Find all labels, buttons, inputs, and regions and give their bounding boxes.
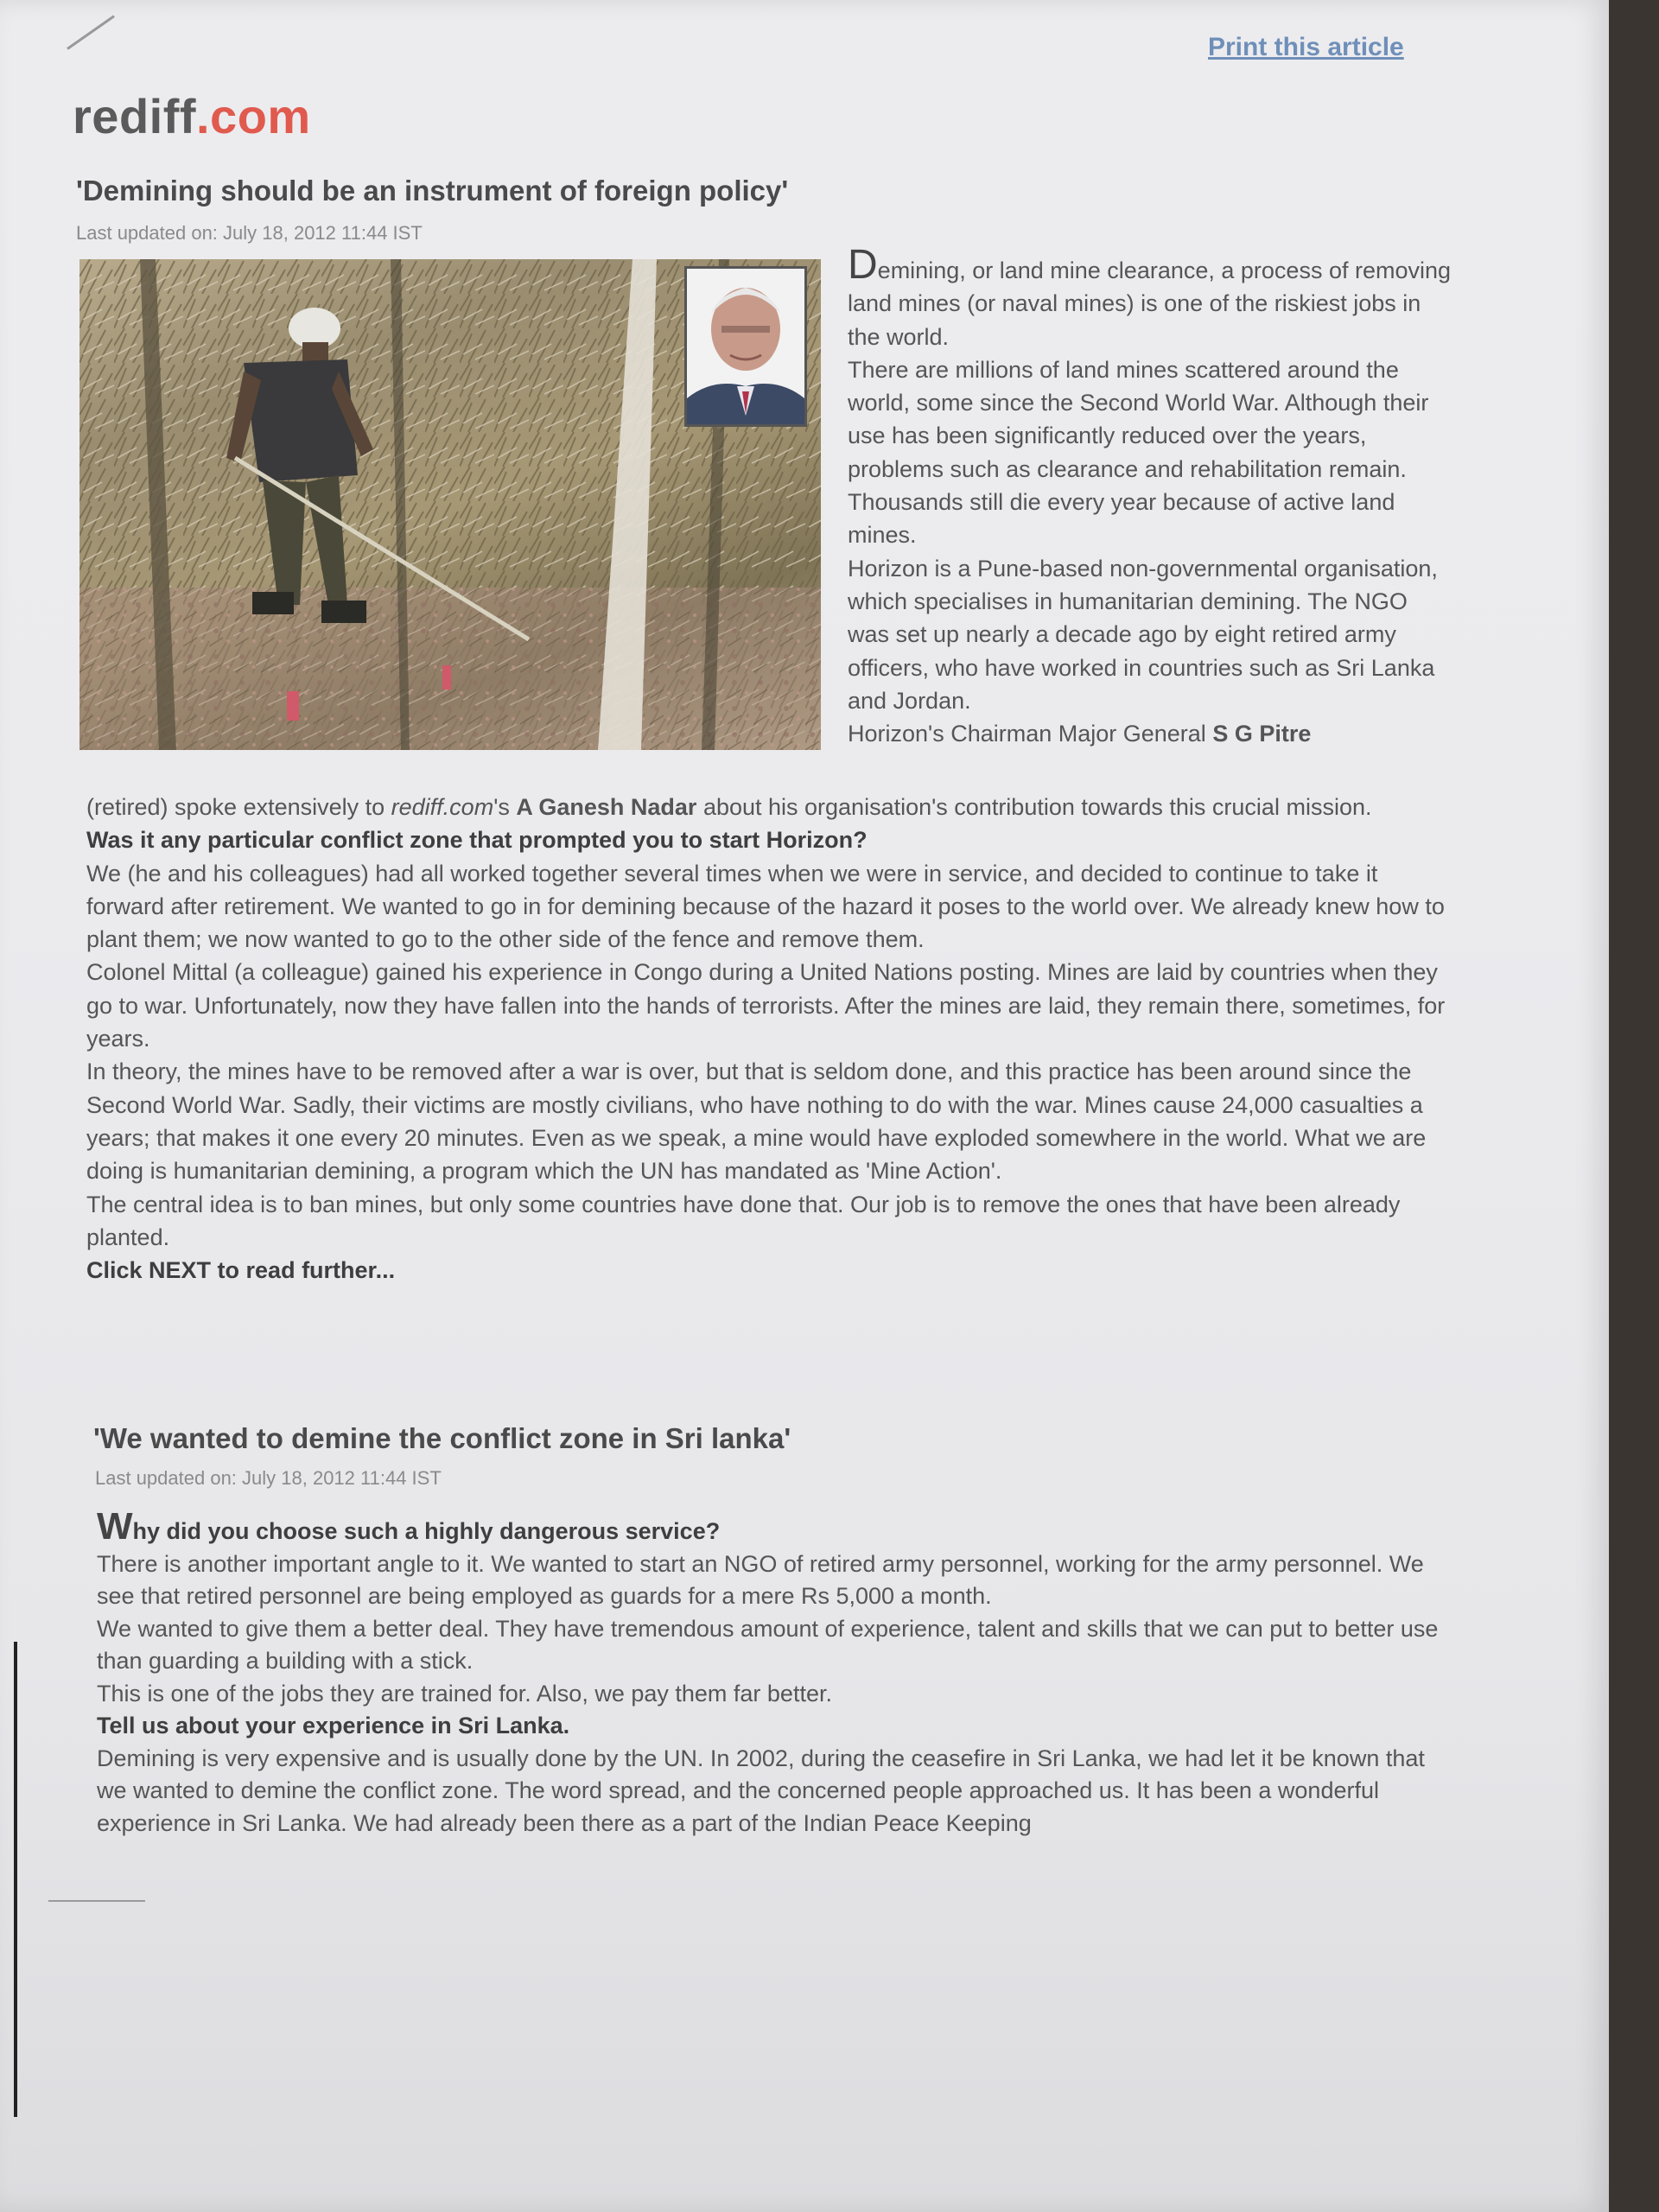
interview-answer: Demining is very expensive and is usually done by the UN. In 2002, during the ceasefire in Sri Lanka, we had let it be known that we wanted to demine the conflict zone. The word spread, and the concerned people approached us. It has been a wonderful experience in Sri Lanka. We had already been there as a part of the Indian Peace Keeping (97, 1745, 1425, 1836)
interview-answer: This is one of the jobs they are trained for. Also, we pay them far better. (97, 1680, 832, 1707)
paragraph: There are millions of land mines scattered around the world, some since the Second World War. Although their use has been significantly reduced over the years, problems such as clearance and rehabilitation remain. Thousands still die every year because of active land mines. (848, 356, 1429, 549)
interview-answer: We wanted to give them a better deal. They have tremendous amount of experience, talent and skills that we can put to better use than guarding a building with a stick. (97, 1615, 1439, 1674)
author-name: A Ganesh Nadar (516, 794, 697, 820)
text-run: 's (493, 794, 517, 820)
chairman-name: S G Pitre (1212, 721, 1312, 747)
print-article-link[interactable]: Print this article (1208, 33, 1404, 61)
logo-domain: .com (196, 89, 311, 143)
interview-question (97, 1505, 1453, 1548)
drop-cap: D (848, 242, 878, 288)
logo-name: rediff (73, 89, 196, 143)
article-title: 'Demining should be an instrument of foreign policy' (76, 175, 789, 207)
interview-answer: We (he and his colleagues) had all worked together several times when we were in service, and decided to continue to take it forward after retirement. We wanted to go in for demining because of the hazard it poses to the world over. We already knew how to plant them; we now wanted to go to the other side of the fence and remove them. (86, 860, 1445, 953)
article-date: Last updated on: July 18, 2012 11:44 IST (95, 1467, 442, 1489)
text-run: Horizon's Chairman Major General (848, 721, 1213, 747)
article-body (97, 1505, 1453, 1840)
site-name: rediff.com (391, 794, 494, 820)
text-run: (retired) spoke extensively to (86, 794, 391, 820)
drop-cap: W (97, 1505, 133, 1548)
interview-answer: In theory, the mines have to be removed after a war is over, but that is seldom done, and this practice has been around since the Second World War. Sadly, their victims are mostly civilians, who have nothing to do with the war. Mines cause 24,000 casualties a years; that makes it one every 20 minutes. Even as we speak, a mine would have exploded somewhere in the world. What we are doing is humanitarian demining, a program which the UN has mandated as 'Mine Action'. (86, 1058, 1427, 1185)
interview-answer: The central idea is to ban mines, but only some countries have done that. Our job is to remove the ones that have been already planted. (86, 1191, 1401, 1250)
article-date: Last updated on: July 18, 2012 11:44 IST (76, 222, 423, 244)
paragraph: Horizon is a Pune-based non-governmental organisation, which specialises in humanitarian demining. The NGO was set up nearly a decade ago by eight retired army officers, who have worked in countries such as Sri Lanka and Jordan. (848, 555, 1438, 714)
interview-question: Was it any particular conflict zone that prompted you to start Horizon? (86, 827, 868, 854)
next-page-link[interactable]: Click NEXT to read further... (86, 1257, 396, 1284)
interview-answer: There is another important angle to it. We wanted to start an NGO of retired army personnel, working for the army personnel. We see that retired personnel are being employed as guards for a mere Rs 5,000 a month. (97, 1550, 1424, 1609)
intro-text: emining, or land mine clearance, a process of removing land mines (or naval mines) is one of the riskiest jobs in the world. (848, 257, 1452, 350)
article-title: 'We wanted to demine the conflict zone in Sri lanka' (93, 1422, 791, 1454)
interview-question: Tell us about your experience in Sri Lanka. (97, 1713, 570, 1738)
question-text: hy did you choose such a highly dangerous service? (132, 1518, 721, 1544)
text-run: about his organisation's contribution towards this crucial mission. (696, 794, 1372, 820)
interview-answer: Colonel Mittal (a colleague) gained his experience in Congo during a United Nations posting. Mines are laid by countries when they go to war. Unfortunately, now they have fallen into the hands of terrorists. After the mines are laid, they remain there, sometimes, for years. (86, 959, 1446, 1052)
